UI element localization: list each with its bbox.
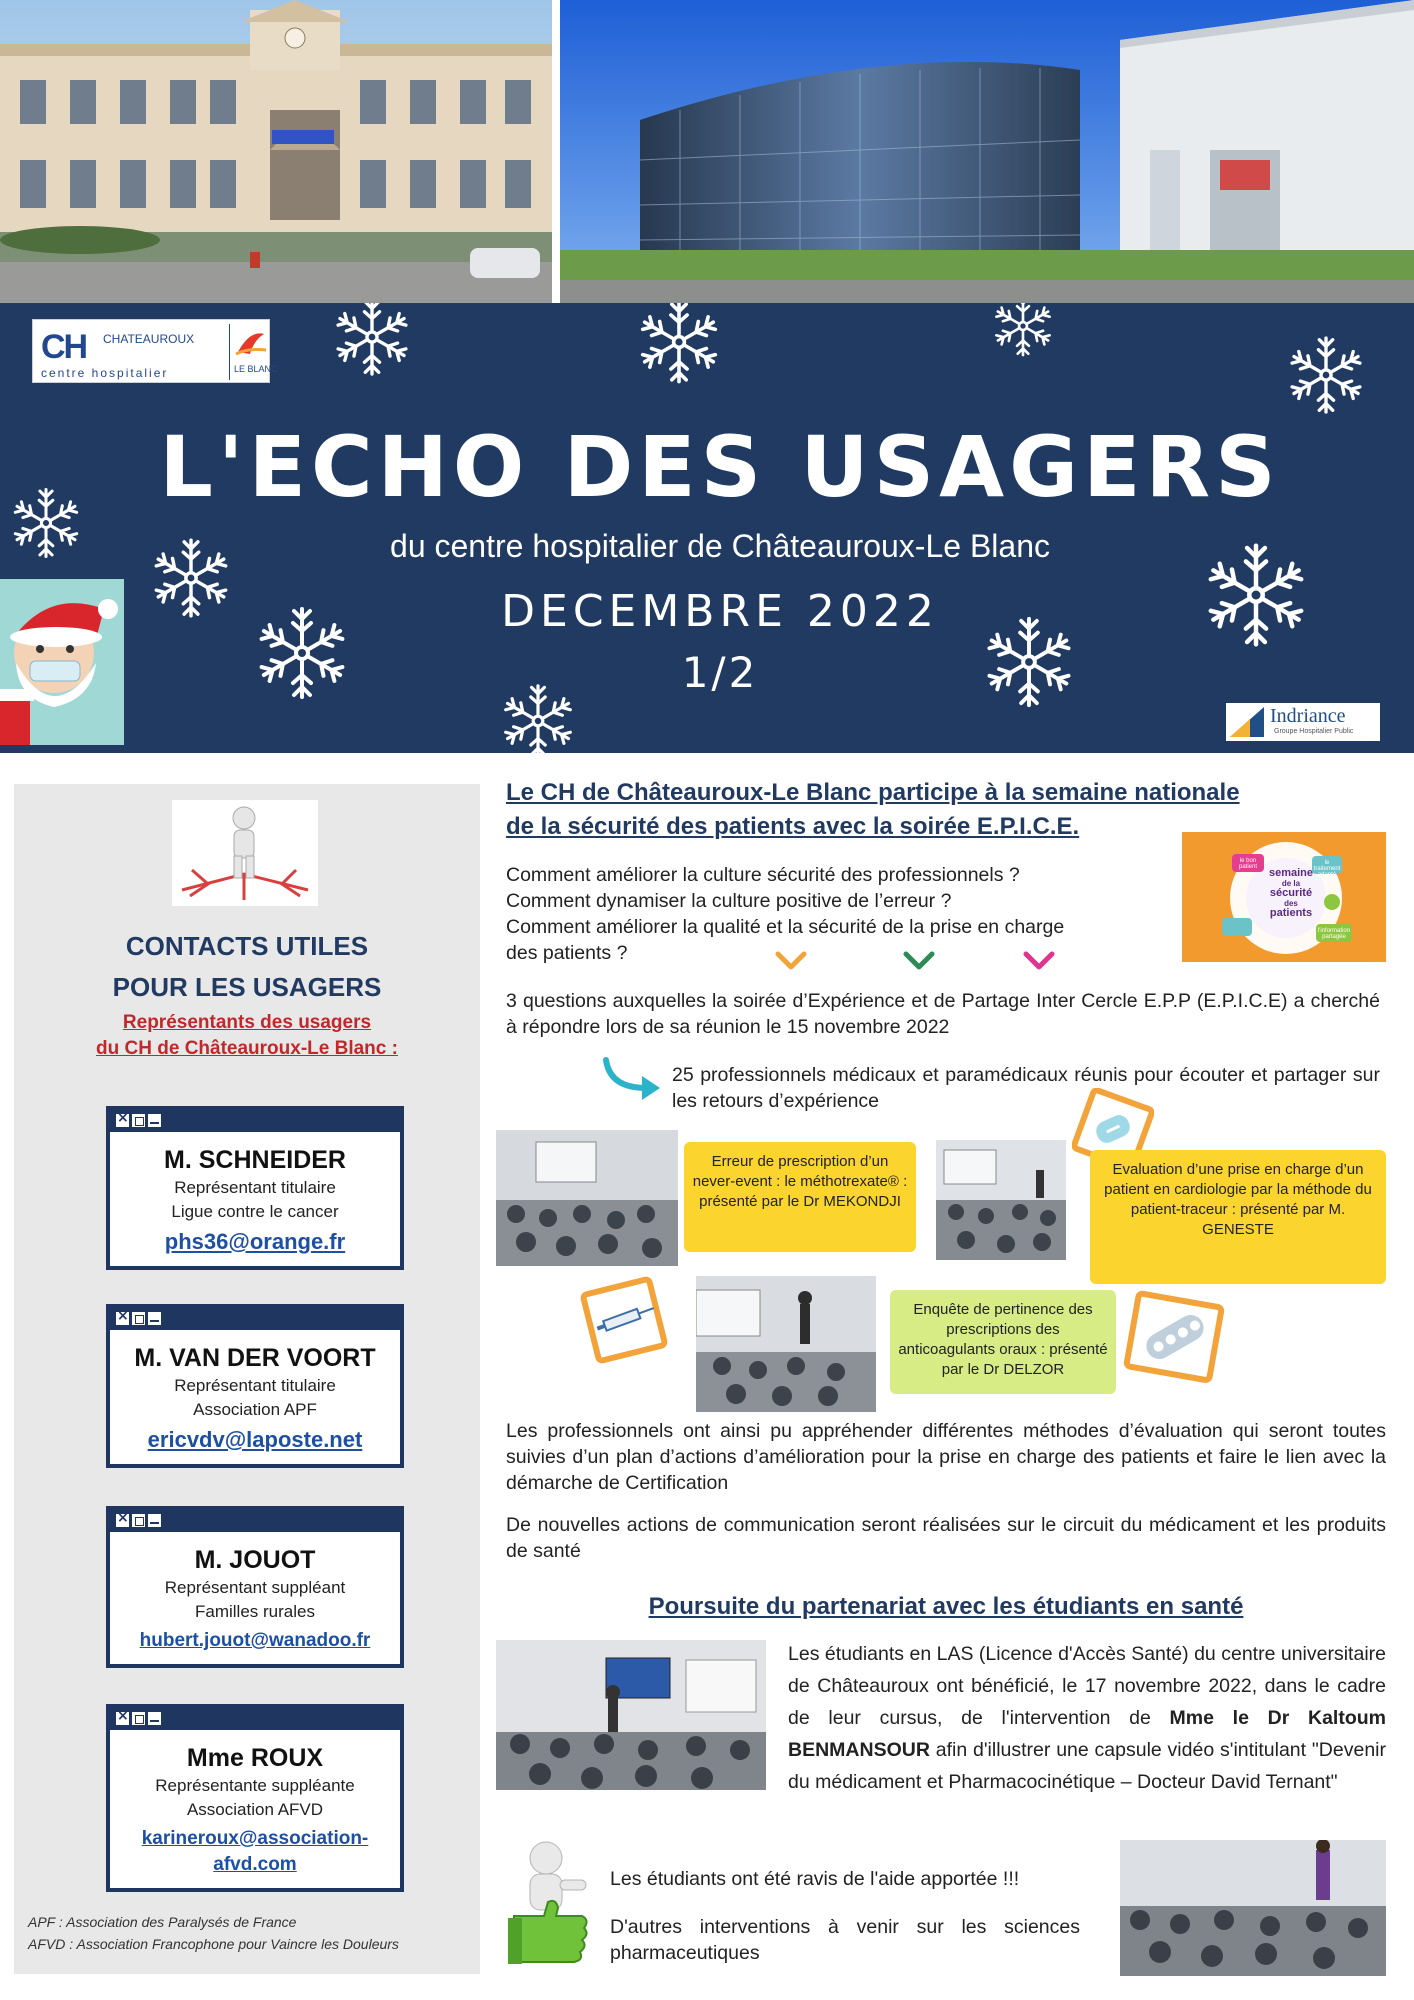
presentation-note-geneste: Evaluation d’une prise en charge d’un patient en cardiologie par la méthode du patient-traceur : présenté par M. GENESTE [1090,1150,1386,1284]
contacts-title-line1: CONTACTS UTILES [125,931,369,961]
question-3a: Comment améliorer la qualité et la sécurité de la prise en charge [506,916,1065,938]
article2-paragraph [788,1638,1386,1798]
chevron-stroke [778,954,804,967]
lecture-graphic [1120,1840,1386,1976]
poster-bubble-2: le traitement adapté [1313,860,1341,878]
santa-icon [0,579,124,745]
minimize-icon [148,1312,161,1325]
ch-logo-mark: CH [41,328,87,366]
contact-organization: Association AFVD [186,1800,324,1819]
question-1: Comment améliorer la culture sécurité des professionnels ? [506,864,1020,886]
newsletter-part: 1/2 [681,648,759,697]
maximize-icon [132,1114,145,1127]
contacts-title-line2: POUR LES USAGERS [112,972,382,1002]
poster-bubble-1: le bon patient [1238,858,1257,870]
poster-word-5: patients [1269,907,1313,919]
article1-next-actions: De nouvelles actions de communication seront réalisées sur le circuit du médicament et les produits de santé [506,1514,1386,1562]
footnote-afvd: AFVD : Association Francophone pour Vaincre les Douleurs [28,1936,399,1952]
close-icon [116,1712,129,1725]
snowflake-icon [634,303,724,387]
representatives-heading [14,1010,480,1062]
patient-safety-week-poster [1182,832,1386,962]
question-3b: des patients ? [506,942,628,964]
snowflake-icon [148,535,234,621]
article1-title-line1: Le CH de Châteauroux-Le Blanc participe à la semaine nationale [506,779,1240,806]
ch-logo-city: CHATEAUROUX [103,332,195,346]
contact-email-line2: afvd.com [213,1854,297,1875]
chevron-down-icon [1022,950,1056,972]
conference-photo-1 [496,1130,678,1266]
le-blanc-label: LE BLANC [234,364,278,374]
poster-word-4: des [1284,899,1298,908]
card-window-bar [110,1308,400,1330]
representatives-heading-line2: du CH de Châteauroux-Le Blanc : [96,1038,398,1059]
newsletter-subtitle: du centre hospitalier de Châteauroux-Le Blanc [390,528,1050,564]
hospital-modern-building-photo [560,0,1414,303]
article2-speaker: Mme le Dr Kaltoum BENMANSOUR [788,1707,1386,1761]
article1-outcome: Les professionnels ont ainsi pu appréhender différentes méthodes d’évaluation qui seront toutes suivies d’un plan d’actions d’amélioration pour la prise en charge des patients et faire le lien avec la démarche de Certification [506,1420,1386,1494]
snowflake-icon [990,303,1056,359]
thumbs-up-icon [504,1836,602,1970]
contact-role: Représentant suppléant [164,1578,346,1597]
contact-email-link[interactable] [114,1826,396,1878]
contact-email-link[interactable]: hubert.jouot@wanadoo.fr [139,1630,371,1651]
conference-photo-2 [936,1140,1066,1260]
indriance-tagline: Groupe Hospitalier Public [1274,728,1354,735]
presentation-note-mekondji: Erreur de prescription d’un never-event : le méthotrexate® : présenté par le Dr MEKONDJI [684,1142,916,1252]
article2-thanks: Les étudiants ont été ravis de l'aide apportée !!! [610,1868,1020,1890]
article2-future: D'autres interventions à venir sur les sciences pharmaceutiques [610,1916,1080,1964]
contact-name: M. VAN DER VOORT [134,1344,376,1372]
contact-card [106,1106,404,1270]
header-photos [0,0,1414,303]
poster-word-2: de la [1281,879,1301,888]
snowflake-icon [1284,333,1368,417]
card-window-bar [110,1510,400,1532]
close-icon [116,1514,129,1527]
classroom-graphic [496,1640,766,1790]
thinking-figure-icon [172,800,318,906]
students-classroom-photo [496,1640,766,1790]
snowflake-icon [252,603,352,703]
chevron-stroke [906,954,932,967]
ch-chateauroux-logo [32,319,278,383]
representatives-heading-line1: Représentants des usagers [122,1012,372,1033]
contact-email-link[interactable]: phs36@orange.fr [164,1229,346,1254]
article1-intro: 3 questions auxquelles la soirée d’Expérience et de Partage Inter Cercle E.P.P (E.P.I.C.E) a cherché à répondre lors de sa réunion le 15 novembre 2022 [506,990,1380,1038]
question-2: Comment dynamiser la culture positive de l’erreur ? [506,890,952,912]
indriance-logo [1226,703,1380,741]
close-icon [116,1114,129,1127]
snowflake-icon [8,485,84,561]
indriance-name: Indriance [1270,705,1346,727]
indriance-mark-icon [1230,707,1264,737]
curved-arrow-icon [600,1054,664,1104]
contact-name: Mme ROUX [186,1744,324,1772]
contact-card [106,1304,404,1468]
newsletter-date: DECEMBRE 2022 [501,586,939,637]
chevron-stroke [1026,954,1052,967]
chevron-down-icon [774,950,808,972]
newsletter-title: L'ECHO DES USAGERS [159,418,1281,516]
poster-word-3: sécurité [1269,887,1313,899]
contacts-title [14,926,480,1008]
card-window-bar [110,1708,400,1730]
students-lecture-photo [1120,1840,1386,1976]
poster-word-1: semaine [1268,867,1314,879]
contacts-sidebar [14,784,480,1974]
chevron-down-icon [902,950,936,972]
newsletter-banner [0,303,1414,753]
maximize-icon [132,1514,145,1527]
article2-title: Poursuite du partenariat avec les étudiants en santé [648,1593,1244,1620]
maximize-icon [132,1312,145,1325]
conference-photo-3 [696,1276,876,1412]
minimize-icon [148,1712,161,1725]
card-window-bar [110,1110,400,1132]
article2-text-b: afin d'illustrer une capsule vidéo s'intitulant "Devenir du médicament et Pharmacocinétique – Docteur David Ternant" [788,1739,1386,1793]
minimize-icon [148,1514,161,1527]
snowflake-icon [1200,539,1312,651]
presentation-note-delzor: Enquête de pertinence des prescriptions des anticoagulants oraux : présenté par le Dr DELZOR [890,1290,1116,1394]
conference-room-graphic [496,1130,678,1266]
hospital-old-building-photo [0,0,552,303]
snowflake-icon [980,613,1078,711]
article1-title-line2: de la sécurité des patients avec la soirée E.P.I.C.E. [506,813,1080,840]
contact-email-link[interactable]: ericvdv@laposte.net [147,1427,363,1452]
syringe-icon [578,1274,670,1366]
contact-card [106,1704,404,1892]
snowflake-icon [498,681,578,753]
article1-attendance: 25 professionnels médicaux et paramédicaux réunis pour écouter et partager sur les retours d’expérience [672,1064,1380,1112]
snowflake-icon [330,303,414,379]
contact-organization: Association APF [193,1400,317,1419]
contact-email-line1: karineroux@association- [141,1828,369,1849]
contact-organization: Familles rurales [195,1602,315,1621]
footnote-apf: APF : Association des Paralysés de France [28,1914,297,1930]
contact-card [106,1506,404,1668]
contact-role: Représentant titulaire [174,1376,336,1395]
conference-room-graphic [696,1276,876,1412]
maximize-icon [132,1712,145,1725]
article2-text-a: Les étudiants en LAS (Licence d'Accès Santé) du centre universitaire de Châteauroux ont bénéficié, le 17 novembre 2022, dans le cadre de leur cursus, de l'intervention de [788,1643,1386,1729]
conference-room-graphic [936,1140,1066,1260]
le-blanc-logo [229,324,278,380]
close-icon [116,1312,129,1325]
thinking-figure-image [172,800,318,906]
contact-role: Représentante suppléante [155,1776,355,1795]
ch-logo-subtitle: centre hospitalier [41,366,169,380]
poster-bubble-3: l'information partagée [1317,928,1351,940]
article1-questions [506,862,1166,966]
contact-name: M. SCHNEIDER [164,1146,346,1174]
contact-organization: Ligue contre le cancer [171,1202,339,1221]
pills-icon [1118,1290,1232,1384]
contact-name: M. JOUOT [194,1546,316,1574]
minimize-icon [148,1114,161,1127]
contact-role: Représentant titulaire [174,1178,336,1197]
le-blanc-bird-icon [230,324,270,364]
